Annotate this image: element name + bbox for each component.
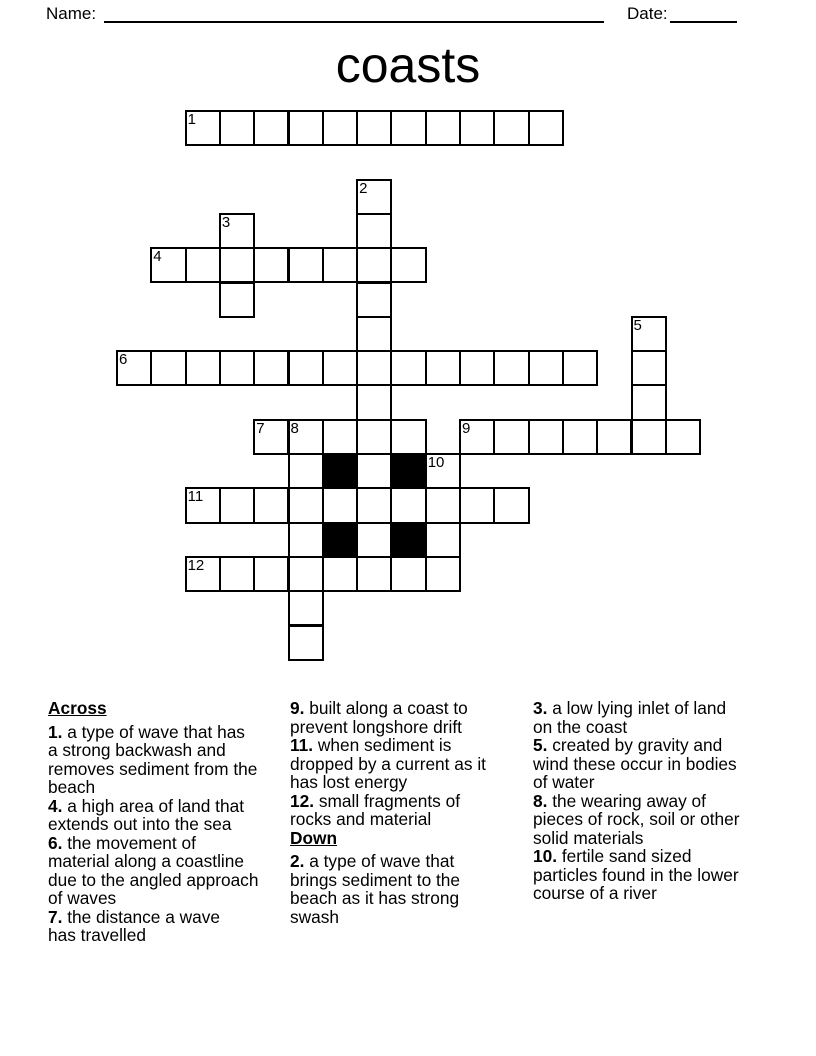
cell-number: 11 bbox=[187, 488, 204, 506]
grid-cell[interactable] bbox=[390, 110, 426, 146]
grid-cell[interactable] bbox=[562, 419, 598, 455]
blocked-cell bbox=[322, 522, 358, 558]
grid-cell[interactable] bbox=[390, 419, 426, 455]
clue-item: 7. the distance a wave has travelled bbox=[48, 906, 220, 945]
clue-number: 8. bbox=[533, 790, 548, 811]
grid-cell[interactable] bbox=[390, 487, 426, 523]
grid-cell[interactable] bbox=[356, 282, 392, 318]
grid-cell[interactable] bbox=[185, 247, 221, 283]
grid-cell[interactable] bbox=[322, 110, 358, 146]
blocked-cell bbox=[322, 453, 358, 489]
grid-cell[interactable] bbox=[356, 556, 392, 592]
clue-number: 3. bbox=[533, 698, 548, 718]
clue-item: 6. the movement of material along a coastline due to the angled approach of waves bbox=[48, 832, 259, 908]
grid-cell[interactable] bbox=[322, 487, 358, 523]
clue-item: 8. the wearing away of pieces of rock, soil or other solid materials bbox=[533, 790, 740, 848]
grid-cell[interactable] bbox=[356, 350, 392, 386]
grid-cell[interactable] bbox=[356, 247, 392, 283]
clue-number: 9. bbox=[290, 698, 305, 718]
clues-column bbox=[48, 699, 282, 945]
clue-number: 11. bbox=[290, 735, 314, 755]
cell-number: 7 bbox=[256, 419, 265, 437]
clue-number: 6. bbox=[48, 832, 63, 853]
grid-cell[interactable] bbox=[493, 110, 529, 146]
grid-cell[interactable] bbox=[356, 453, 392, 489]
grid-cell[interactable] bbox=[322, 247, 358, 283]
clue-item: 1. a type of wave that has a strong backwash and removes sediment from the beach bbox=[48, 721, 258, 797]
cell-number: 9 bbox=[462, 419, 471, 437]
grid-cell[interactable] bbox=[288, 556, 324, 592]
cell-number: 4 bbox=[153, 248, 162, 266]
blocked-cell bbox=[390, 522, 426, 558]
clue-number: 4. bbox=[48, 795, 63, 816]
grid-cell[interactable] bbox=[493, 419, 529, 455]
grid-cell[interactable] bbox=[493, 487, 529, 523]
grid-cell[interactable] bbox=[219, 247, 255, 283]
grid-cell[interactable] bbox=[150, 350, 186, 386]
cell-number: 2 bbox=[359, 179, 368, 197]
across-header: Across bbox=[48, 698, 107, 718]
down-header: Down bbox=[290, 827, 338, 848]
grid-cell[interactable] bbox=[253, 110, 289, 146]
date-label: Date: bbox=[627, 4, 668, 23]
grid-cell[interactable] bbox=[356, 487, 392, 523]
grid-cell[interactable] bbox=[219, 282, 255, 318]
grid-cell[interactable] bbox=[288, 590, 324, 626]
cell-number: 1 bbox=[187, 111, 196, 128]
grid-cell[interactable] bbox=[219, 350, 255, 386]
cell-number: 6 bbox=[119, 351, 128, 369]
clues-column bbox=[533, 699, 767, 903]
clue-number: 2. bbox=[290, 851, 305, 871]
grid-cell[interactable] bbox=[459, 110, 495, 146]
grid-cell[interactable] bbox=[356, 213, 392, 249]
cell-number: 5 bbox=[633, 316, 642, 334]
blocked-cell bbox=[390, 453, 426, 489]
clues-column bbox=[290, 699, 524, 926]
clue-number: 10. bbox=[533, 846, 558, 866]
grid-cell[interactable] bbox=[596, 419, 632, 455]
grid-cell[interactable] bbox=[288, 350, 324, 386]
clue-number: 1. bbox=[48, 721, 63, 742]
grid-cell[interactable] bbox=[425, 110, 461, 146]
grid-cell[interactable] bbox=[356, 110, 392, 146]
clue-item: 2. a type of wave that brings sediment to the beach as it has strong swash bbox=[290, 851, 461, 927]
grid-cell[interactable] bbox=[288, 522, 324, 558]
clue-item: 10. fertile sand sized particles found in the lower course of a river bbox=[533, 846, 739, 903]
grid-cell[interactable] bbox=[356, 316, 392, 352]
grid-cell[interactable] bbox=[288, 453, 324, 489]
cell-number: 8 bbox=[290, 419, 299, 437]
grid-cell[interactable] bbox=[390, 247, 426, 283]
grid-cell[interactable] bbox=[665, 419, 701, 455]
grid-cell[interactable] bbox=[390, 556, 426, 592]
grid-cell[interactable] bbox=[425, 522, 461, 558]
name-label: Name: bbox=[46, 4, 97, 23]
grid-cell[interactable] bbox=[459, 350, 495, 386]
grid-cell[interactable] bbox=[288, 487, 324, 523]
cell-number: 3 bbox=[221, 213, 231, 231]
grid-cell[interactable] bbox=[253, 487, 289, 523]
grid-cell[interactable] bbox=[288, 625, 324, 661]
grid-cell[interactable] bbox=[219, 556, 255, 592]
grid-cell[interactable] bbox=[425, 350, 461, 386]
grid-cell[interactable] bbox=[288, 247, 324, 283]
grid-cell[interactable] bbox=[425, 487, 461, 523]
grid-cell[interactable] bbox=[631, 384, 667, 420]
clue-item: 11. when sediment is dropped by a current as it has lost energy bbox=[290, 735, 486, 792]
grid-cell[interactable] bbox=[322, 556, 358, 592]
grid-cell[interactable] bbox=[219, 110, 255, 146]
grid-cell[interactable] bbox=[356, 522, 392, 558]
grid-cell[interactable] bbox=[528, 350, 564, 386]
clue-item: 4. a high area of land that extends out into the sea bbox=[48, 795, 245, 834]
grid-cell[interactable] bbox=[356, 384, 392, 420]
grid-cell[interactable] bbox=[631, 350, 667, 386]
grid-cell[interactable] bbox=[253, 350, 289, 386]
puzzle-title: coasts bbox=[335, 37, 481, 93]
grid-cell[interactable] bbox=[253, 247, 289, 283]
grid-cell[interactable] bbox=[253, 556, 289, 592]
grid-cell[interactable] bbox=[219, 487, 255, 523]
grid-cell[interactable] bbox=[528, 419, 564, 455]
clue-number: 5. bbox=[533, 735, 548, 755]
cell-number: 12 bbox=[187, 556, 205, 574]
clue-item: 5. created by gravity and wind these occur in bodies of water bbox=[533, 735, 737, 792]
grid-cell[interactable] bbox=[322, 419, 358, 455]
cell-number: 10 bbox=[427, 454, 445, 471]
grid-cell[interactable] bbox=[322, 350, 358, 386]
grid-cell[interactable] bbox=[631, 419, 667, 455]
grid-cell[interactable] bbox=[356, 419, 392, 455]
clue-number: 12. bbox=[290, 790, 315, 811]
grid-cell[interactable] bbox=[185, 350, 221, 386]
clue-item: 12. small fragments of rocks and material bbox=[290, 790, 461, 829]
grid-cell[interactable] bbox=[288, 110, 324, 146]
grid-cell[interactable] bbox=[528, 110, 564, 146]
clue-item: 9. built along a coast to prevent longshore drift bbox=[290, 698, 468, 737]
grid-cell[interactable] bbox=[562, 350, 598, 386]
grid-cell[interactable] bbox=[390, 350, 426, 386]
grid-cell[interactable] bbox=[493, 350, 529, 386]
grid-cell[interactable] bbox=[425, 556, 461, 592]
clue-item: 3. a low lying inlet of land on the coast bbox=[533, 698, 727, 737]
clue-number: 7. bbox=[48, 906, 63, 927]
grid-cell[interactable] bbox=[459, 487, 495, 523]
